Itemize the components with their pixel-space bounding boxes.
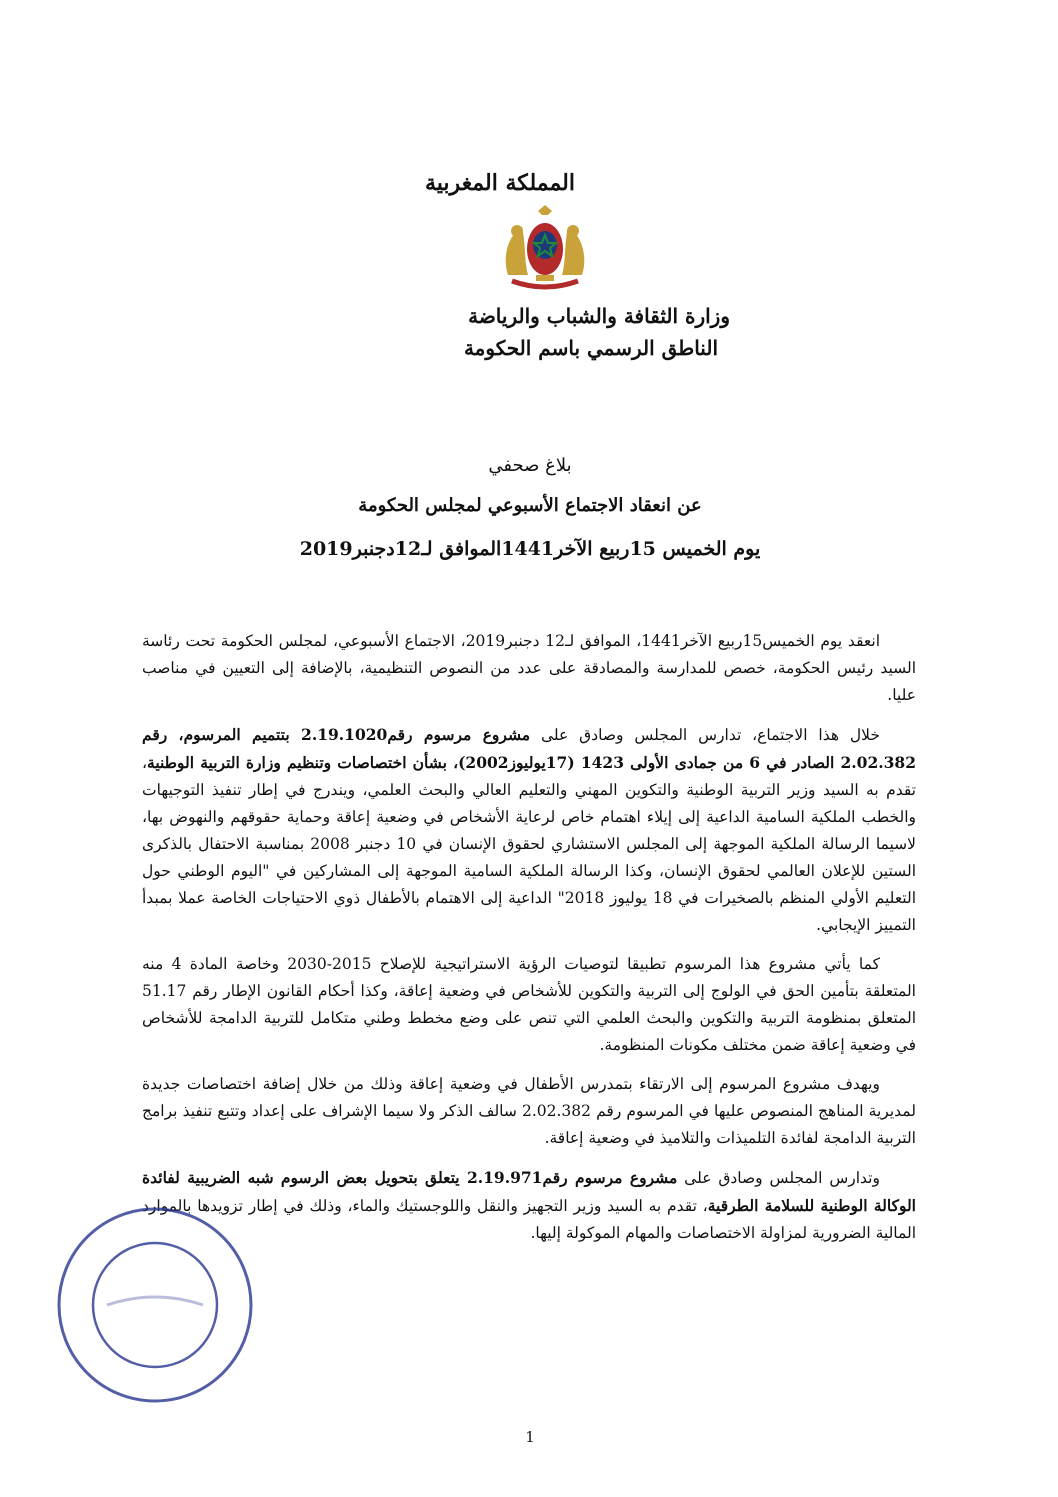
decree-2-19-1020: مشروع مرسوم رقم2.19.1020 بتتميم المرسوم، رقم 2.02.382 الصادر في 6 من جمادى الأولى 1423 (17يوليوز2002)، بشأن اختصاصات وتنظيم وزارة التربية الوطنية	[142, 725, 916, 772]
ministry-block	[330, 300, 730, 364]
paragraph-5-intro: وتدارس المجلس وصادق على	[677, 1169, 880, 1187]
kingdom-title: المملكة المغربية	[425, 170, 575, 196]
paragraph-5	[142, 1164, 916, 1247]
press-release-date: يوم الخميس 15ربيع الآخر1441الموافق لـ12دجنبر2019	[299, 538, 761, 560]
paragraph-2-rest: ، تقدم به السيد وزير التربية الوطنية والتكوين المهني والتعليم العالي والبحث العلمي، ويندرج في إطار تنفيذ التوجيهات والخطب الملكية السامية الداعية إلى إيلاء اهتمام خاص لرعاية الأشخاص في وضعية إعاقة وحماية حقوقهم والنهوض بها، لاسيما الرسالة الملكية الموجهة إلى المجلس الاستشاري لحقوق الإنسان في 10 دجنبر 2008 بمناسبة الاحتفال بالذكرى الستين للإعلان العالمي لحقوق الإنسان، وكذا الرسالة الملكية السامية الموجهة إلى المشاركين في "اليوم الوطني حول التعليم الأولي المنظم بالصخيرات في 18 يوليوز 2018" الداعية إلى الاهتمام بالأطفال ذوي الاحتياجات الخاصة عملا بمبدأ التمييز الإيجابي.	[142, 754, 917, 934]
press-release-title: بلاغ صحفي	[488, 455, 572, 476]
paragraph-5-rest: ، تقدم به السيد وزير التجهيز والنقل واللوجستيك والماء، وذلك في إطار تزويدها بالموارد المالية الضرورية لمزاولة الاختصاصات والمهام الموكولة إليها.	[142, 1197, 916, 1242]
press-release-body	[142, 628, 916, 1259]
paragraph-3: كما يأتي مشروع هذا المرسوم تطبيقا لتوصيات الرؤية الاستراتيجية للإصلاح 2015-2030 وخاصة المادة 4 منه المتعلقة بتأمين الحق في الولوج إلى التربية والتكوين للأشخاص في وضعية إعاقة، وكذا أحكام القانون الإطار رقم 51.17 المتعلق بمنظومة التربية والتكوين والبحث العلمي التي تنص على وضع مخطط وطني متكامل للتربية الدامجة للأشخاص في وضعية إعاقة ضمن مختلف مكونات المنظومة.	[142, 955, 916, 1054]
paragraph-2	[142, 721, 916, 939]
royal-emblem-icon	[490, 205, 600, 290]
official-stamp-icon	[55, 1205, 255, 1405]
paragraph-1: انعقد يوم الخميس15ربيع الآخر1441، الموافق لـ12 دجنبر2019، الاجتماع الأسبوعي، لمجلس الحكومة تحت رئاسة السيد رئيس الحكومة، خصص للمدارسة والمصادقة على عدد من النصوص التنظيمية، بالإضافة إلى التعيين في مناصب عليا.	[142, 632, 916, 704]
paragraph-2-intro: خلال هذا الاجتماع، تدارس المجلس وصادق على	[530, 726, 880, 744]
page-number: 1	[525, 1428, 535, 1446]
spokesperson-title: الناطق الرسمي باسم الحكومة	[463, 336, 718, 360]
paragraph-4: ويهدف مشروع المرسوم إلى الارتقاء بتمدرس الأطفال في وضعية إعاقة وذلك من خلال إضافة اختصاصات جديدة لمديرية المناهج المنصوص عليها في المرسوم رقم 2.02.382 سالف الذكر ولا سيما الإشراف على إعداد وتتبع تنفيذ برامج التربية الدامجة لفائدة التلميذات والتلاميذ في وضعية إعاقة.	[142, 1075, 916, 1147]
ministry-name: وزارة الثقافة والشباب والرياضة	[468, 304, 730, 328]
press-release-subject: عن انعقاد الاجتماع الأسبوعي لمجلس الحكومة	[358, 495, 702, 516]
decree-2-19-971: مشروع مرسوم رقم2.19.971 يتعلق بتحويل بعض الرسوم شبه الضريبية لفائدة الوكالة الوطنية للسلامة الطرقية	[142, 1168, 916, 1215]
